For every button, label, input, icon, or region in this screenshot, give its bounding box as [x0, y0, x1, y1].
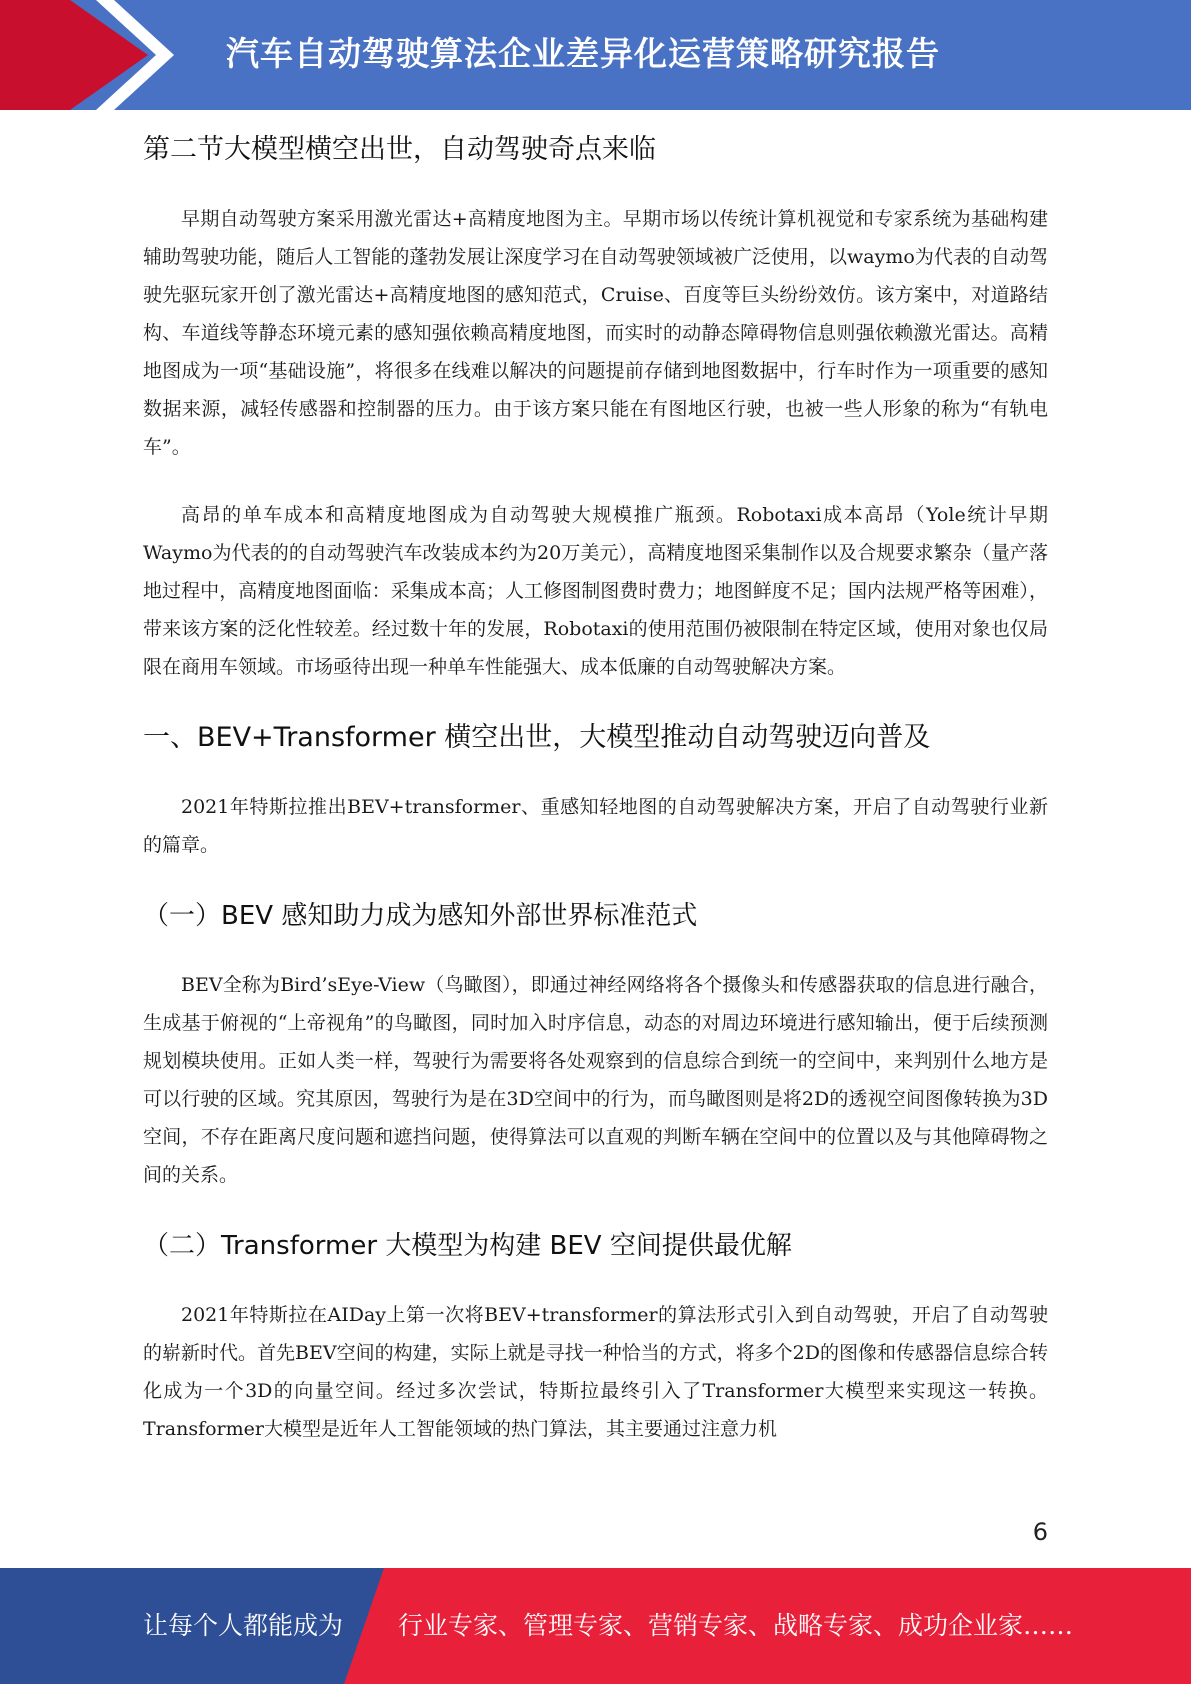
page-number: 6	[1032, 1518, 1048, 1546]
paragraph-bev-definition: BEV全称为Bird’sEye-View（鸟瞰图），即通过神经网络将各个摄像头和传感器获取的信息进行融合，生成基于俯视的“上帝视角”的鸟瞰图，同时加入时序信息，动态的对周边环境进行感知输出，便于后续预测规划模块使用。正如人类一样，驾驶行为需要将各处观察到的信息综合到统一的空间中，来判别什么地方是可以行驶的区域。究其原因，驾驶行为是在3D空间中的行为，而鸟瞰图则是将2D的透视空间图像转换为3D空间，不存在距离尺度问题和遮挡问题，使得算法可以直观的判断车辆在空间中的位置以及与其他障碍物之间的关系。	[143, 974, 1048, 1186]
page-header	[0, 0, 1191, 110]
footer-slogan-left: 让每个人都能成为	[143, 1611, 344, 1640]
heading-bev-transformer: 一、BEV+Transformer 横空出世，大模型推动自动驾驶迈向普及	[143, 722, 931, 753]
subheading-bev-perception: （一）BEV 感知助力成为感知外部世界标准范式	[143, 901, 698, 931]
paragraph-aiday: 2021年特斯拉在AIDay上第一次将BEV+transformer的算法形式引入到自动驾驶，开启了自动驾驶的崭新时代。首先BEV空间的构建，实际上就是寻找一种恰当的方式，将多个2D的图像和传感器信息综合转化成为一个3D的向量空间。经过多次尝试，特斯拉最终引入了Transformer大模型来实现这一转换。Transformer大模型是近年人工智能领域的热门算法，其主要通过注意力机	[143, 1304, 1048, 1440]
document-body	[143, 128, 1048, 1448]
page-footer	[0, 1568, 1191, 1684]
paragraph-early-approach: 早期自动驾驶方案采用激光雷达+高精度地图为主。早期市场以传统计算机视觉和专家系统为基础构建辅助驾驶功能，随后人工智能的蓬勃发展让深度学习在自动驾驶领域被广泛使用，以waymo为代表的自动驾驶先驱玩家开创了激光雷达+高精度地图的感知范式，Cruise、百度等巨头纷纷效仿。该方案中，对道路结构、车道线等静态环境元素的感知强依赖高精度地图，而实时的动静态障碍物信息则强依赖激光雷达。高精地图成为一项“基础设施”，将很多在线难以解决的问题提前存储到地图数据中，行车时作为一项重要的感知数据来源，减轻传感器和控制器的压力。由于该方案只能在有图地区行驶，也被一些人形象的称为“有轨电车”。	[143, 208, 1048, 458]
section-heading: 第二节大模型横空出世，自动驾驶奇点来临	[143, 134, 656, 165]
paragraph-tesla-2021: 2021年特斯拉推出BEV+transformer、重感知轻地图的自动驾驶解决方案，开启了自动驾驶行业新的篇章。	[143, 796, 1048, 856]
footer-slogan-right: 行业专家、管理专家、营销专家、战略专家、成功企业家……	[398, 1611, 1074, 1640]
paragraph-cost-bottleneck: 高昂的单车成本和高精度地图成为自动驾驶大规模推广瓶颈。Robotaxi成本高昂（Yole统计早期Waymo为代表的的自动驾驶汽车改装成本约为20万美元），高精度地图采集制作以及合规要求繁杂（量产落地过程中，高精度地图面临：采集成本高；人工修图制图费时费力；地图鲜度不足；国内法规严格等困难），带来该方案的泛化性较差。经过数十年的发展，Robotaxi的使用范围仍被限制在特定区域，使用对象也仅局限在商用车领域。市场亟待出现一种单车性能强大、成本低廉的自动驾驶解决方案。	[143, 504, 1048, 678]
report-title: 汽车自动驾驶算法企业差异化运营策略研究报告	[226, 34, 940, 73]
subheading-transformer: （二）Transformer 大模型为构建 BEV 空间提供最优解	[143, 1231, 792, 1261]
